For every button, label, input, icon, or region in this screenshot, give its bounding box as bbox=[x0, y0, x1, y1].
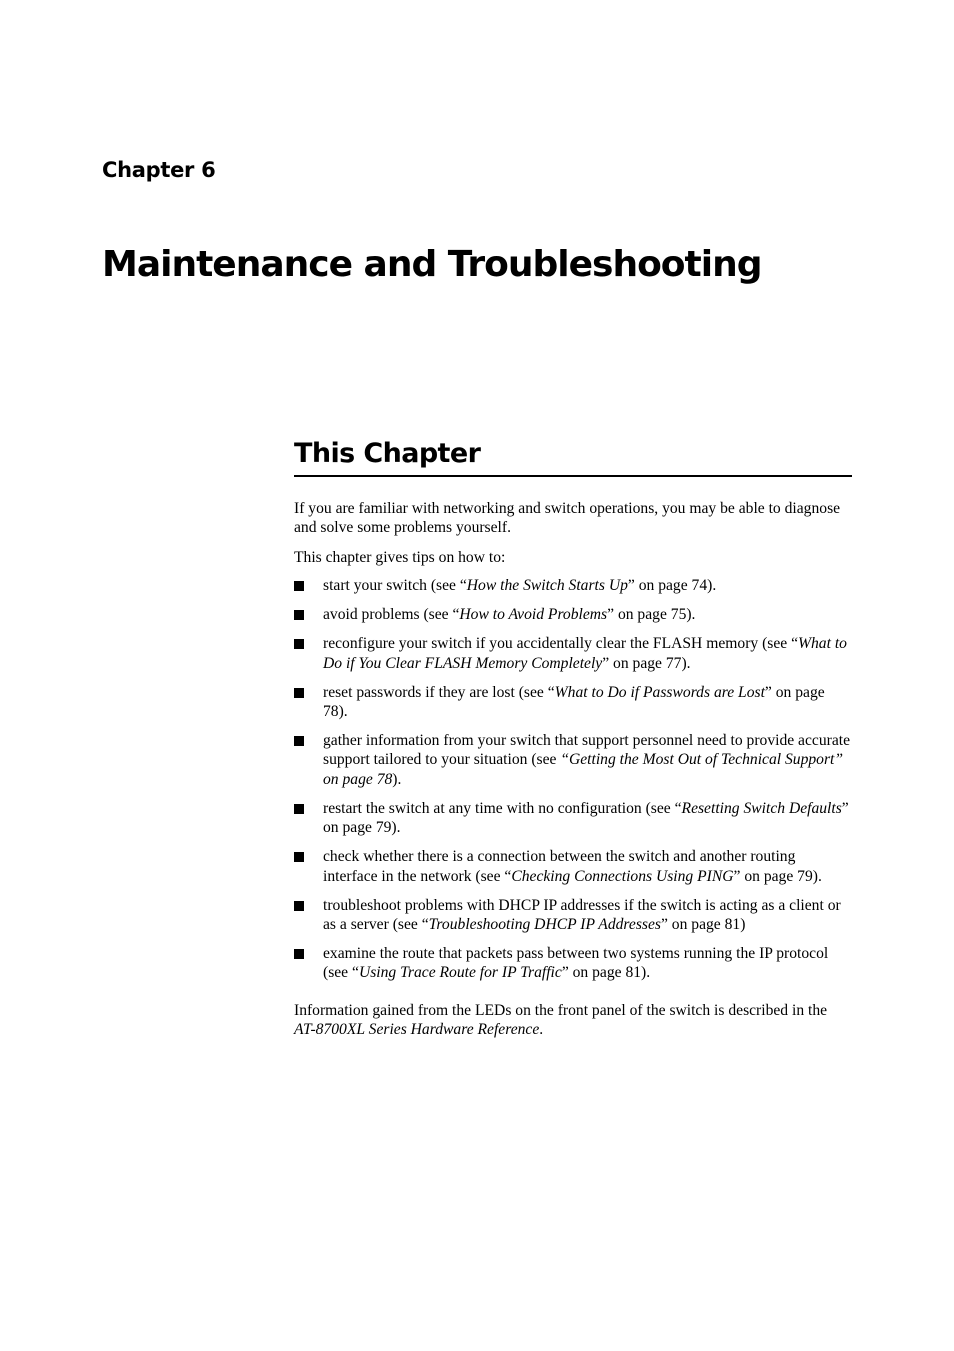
cross-reference-link[interactable]: How to Avoid Problems bbox=[459, 606, 608, 624]
item-text: ” on page 77). bbox=[602, 654, 691, 672]
item-text: restart the switch at any time with no configuration (see “ bbox=[323, 799, 682, 817]
bullet-square-icon bbox=[294, 639, 304, 649]
item-text: reset passwords if they are lost (see “ bbox=[323, 683, 555, 701]
list-item bbox=[294, 731, 852, 789]
closing-text: . bbox=[539, 1021, 544, 1039]
cross-reference-link[interactable]: Using Trace Route for IP Traffic bbox=[358, 964, 562, 982]
item-text: ” on page 74). bbox=[627, 577, 717, 595]
item-text: ” on page 75). bbox=[607, 606, 696, 624]
item-text: ” on page 79). bbox=[323, 799, 849, 837]
bullet-square-icon bbox=[294, 610, 304, 620]
bullet-square-icon bbox=[294, 581, 304, 591]
section-heading: This Chapter bbox=[294, 436, 852, 477]
bullet-square-icon bbox=[294, 804, 304, 814]
item-text: ” on page 81). bbox=[561, 964, 651, 982]
bullet-square-icon bbox=[294, 949, 304, 959]
cross-reference-link[interactable]: “Getting the Most Out of Technical Support” on page 78 bbox=[323, 751, 844, 788]
item-text: gather information from your switch that support personnel need to provide accurate support tailored to your situation (see bbox=[323, 732, 850, 769]
item-text: reconfigure your switch if you accidentally clear the FLASH memory (see “ bbox=[323, 635, 799, 653]
cross-reference-link[interactable]: Troubleshooting DHCP IP Addresses bbox=[428, 916, 661, 934]
list-item bbox=[294, 605, 852, 624]
bullet-square-icon bbox=[294, 688, 304, 698]
cross-reference-link[interactable]: What to Do if You Clear FLASH Memory Completely bbox=[323, 635, 847, 672]
cross-reference-link[interactable]: How the Switch Starts Up bbox=[466, 577, 628, 595]
bullet-square-icon bbox=[294, 736, 304, 746]
cross-reference-link[interactable]: What to Do if Passwords are Lost bbox=[554, 683, 765, 701]
list-item bbox=[294, 847, 852, 886]
tips-list bbox=[294, 576, 852, 983]
document-reference: AT-8700XL Series Hardware Reference bbox=[294, 1021, 540, 1039]
cross-reference-link[interactable]: Resetting Switch Defaults bbox=[681, 799, 842, 817]
item-text: ). bbox=[392, 770, 402, 788]
item-text: check whether there is a connection between the switch and another routing interface in the network (see “ bbox=[323, 848, 796, 885]
list-item bbox=[294, 683, 852, 722]
item-text: start your switch (see “ bbox=[323, 577, 467, 595]
lead-paragraph: This chapter gives tips on how to: bbox=[294, 548, 506, 566]
item-text: ” on page 78). bbox=[323, 683, 825, 721]
closing-paragraph bbox=[294, 1001, 852, 1040]
bullet-square-icon bbox=[294, 901, 304, 911]
item-text: troubleshoot problems with DHCP IP addresses if the switch is acting as a client or as a server (see “ bbox=[323, 896, 841, 934]
intro-paragraph: If you are familiar with networking and switch operations, you may be able to diagnose and solve some problems yourself. bbox=[294, 500, 841, 537]
list-item bbox=[294, 799, 852, 838]
bullet-square-icon bbox=[294, 852, 304, 862]
closing-text: Information gained from the LEDs on the front panel of the switch is described in the bbox=[294, 1001, 828, 1019]
cross-reference-link[interactable]: Checking Connections Using PING bbox=[511, 867, 734, 885]
item-text: examine the route that packets pass between two systems running the IP protocol (see “ bbox=[323, 945, 829, 982]
this-chapter-section bbox=[294, 436, 852, 1040]
list-item bbox=[294, 944, 852, 983]
item-text: ” on page 79). bbox=[733, 867, 822, 885]
item-text: ” on page 81) bbox=[660, 916, 746, 934]
list-item bbox=[294, 576, 852, 595]
chapter-label: Chapter 6 bbox=[102, 158, 216, 182]
section-body bbox=[294, 499, 852, 1040]
list-item bbox=[294, 896, 852, 935]
list-item bbox=[294, 634, 852, 673]
chapter-title: Maintenance and Troubleshooting bbox=[102, 244, 762, 285]
item-text: avoid problems (see “ bbox=[323, 606, 460, 624]
